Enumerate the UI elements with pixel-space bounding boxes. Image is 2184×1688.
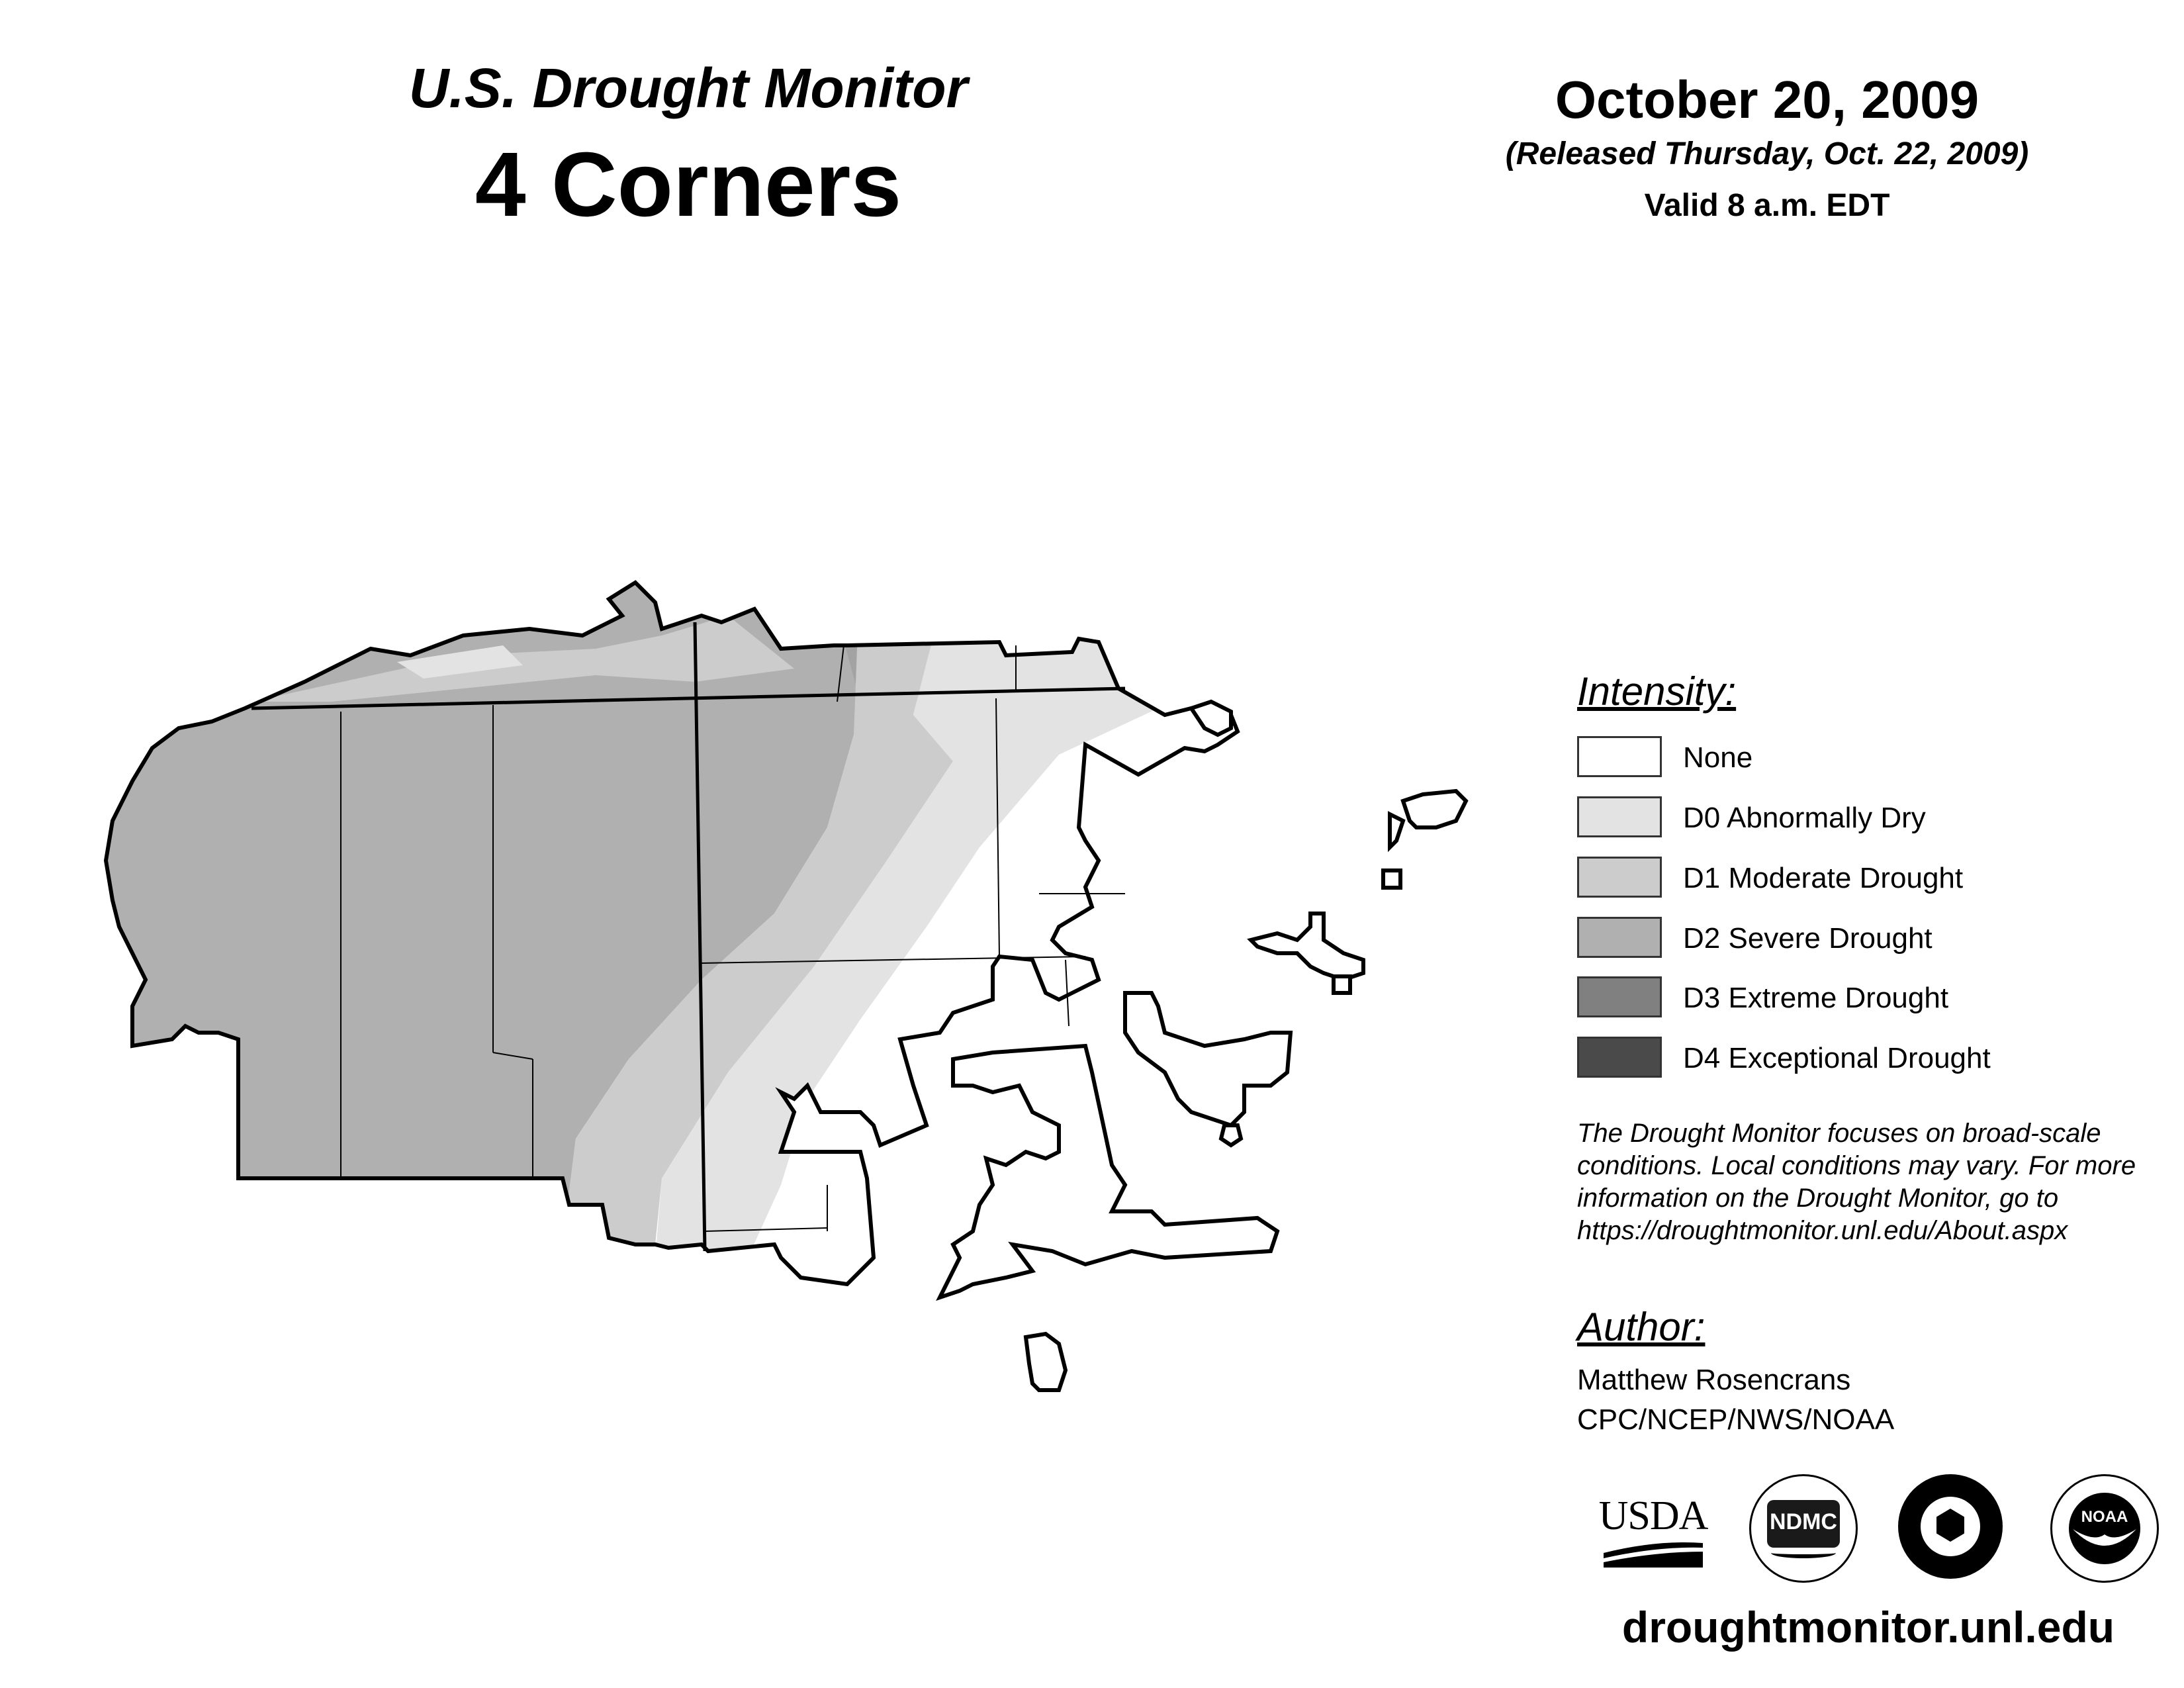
- legend-swatch-d3: [1577, 976, 1662, 1017]
- commerce-seal: [1898, 1474, 2003, 1579]
- author-title: Author:: [1577, 1305, 1706, 1349]
- legend-label-d3: D3 Extreme Drought: [1683, 982, 1949, 1014]
- release-date: (Released Thursday, Oct. 22, 2009): [1505, 136, 2029, 171]
- legend-swatch-d1: [1577, 857, 1662, 898]
- legend-swatch-none: [1577, 736, 1662, 777]
- legend-swatch-d0: [1577, 796, 1662, 837]
- area-east-2: [1125, 993, 1291, 1125]
- legend-swatch-d4: [1577, 1037, 1662, 1078]
- disclaimer-note: The Drought Monitor focuses on broad-scale conditions. Local conditions may vary. For more information on the Drought Monitor, go to https://droughtmonitor.unl.edu/About.aspx: [1577, 1119, 2136, 1245]
- area-south-1: [1026, 1334, 1066, 1390]
- area-east-3: [1251, 914, 1363, 980]
- noaa-logo: NOAA: [2050, 1474, 2159, 1583]
- usda-logo: USDA: [1597, 1493, 1709, 1572]
- map-date: October 20, 2009: [1555, 70, 1979, 129]
- author-org: CPC/NCEP/NWS/NOAA: [1577, 1403, 1895, 1436]
- author-name: Matthew Rosencrans: [1577, 1364, 1851, 1396]
- legend-label-none: None: [1683, 741, 1753, 774]
- legend-label-d0: D0 Abnormally Dry: [1683, 802, 1926, 834]
- legend-title: Intensity:: [1577, 669, 1737, 714]
- legend-label-d4: D4 Exceptional Drought: [1683, 1042, 1991, 1074]
- legend-swatch-d2: [1577, 917, 1662, 958]
- legend-label-d1: D1 Moderate Drought: [1683, 862, 1964, 894]
- region-title: 4 Corners: [475, 134, 902, 236]
- area-east-5: [1390, 814, 1403, 847]
- area-east-8: [1221, 1125, 1241, 1145]
- area-east-4: [1403, 791, 1466, 827]
- website-url: droughtmonitor.unl.edu: [1621, 1603, 2115, 1652]
- partner-logos: [1577, 1466, 2160, 1585]
- map-title: U.S. Drought Monitor: [408, 57, 968, 119]
- valid-time: Valid 8 a.m. EDT: [1644, 188, 1890, 223]
- ndmc-logo: NDMC: [1749, 1474, 1858, 1583]
- area-east-7: [1334, 976, 1350, 993]
- legend-label-d2: D2 Severe Drought: [1683, 922, 1933, 955]
- area-east-6: [1383, 870, 1400, 888]
